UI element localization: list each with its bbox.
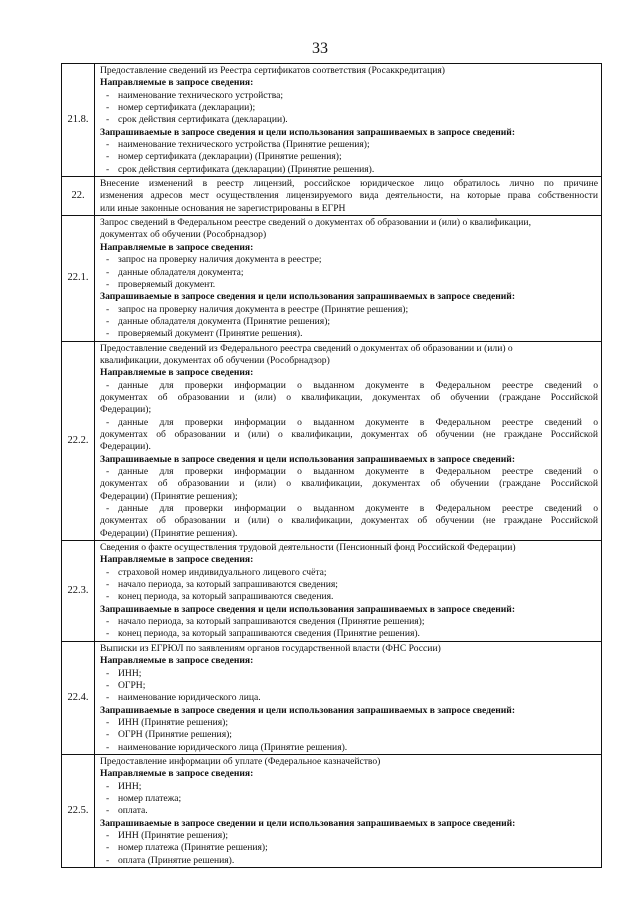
list-dash: -	[106, 692, 110, 704]
row-number: 22.	[62, 177, 95, 216]
sent-item-continuation: Федерации);	[100, 404, 152, 416]
row-content	[95, 754, 602, 867]
requested-item-text: номер платежа (Принятие решения);	[118, 842, 268, 854]
sent-item-text: ИНН;	[118, 780, 142, 792]
row-title: документах об обучении (Рособрнадзор)	[100, 229, 267, 241]
sent-item	[100, 254, 598, 266]
list-dash: -	[106, 792, 110, 804]
requested-item	[100, 316, 598, 328]
requested-item	[100, 139, 598, 151]
requested-item-text: номер сертификата (декларации) (Принятие решения);	[118, 151, 342, 163]
row-title: Предоставление сведений из Федерального реестра сведений о документах об образовании и (или) о	[100, 342, 513, 354]
sent-label: Направляемые в запросе сведения:	[100, 768, 254, 780]
list-dash: -	[106, 416, 110, 428]
sent-item	[100, 692, 598, 704]
row-number: 22.4.	[62, 641, 95, 754]
list-dash: -	[106, 729, 110, 741]
sent-item-text: номер платежа;	[118, 792, 182, 804]
row-number: 21.8.	[62, 64, 95, 177]
requested-item-continuation: Федерации) (Принятие решения);	[100, 490, 238, 502]
row-number: 22.5.	[62, 754, 95, 867]
sent-label: Направляемые в запросе сведения:	[100, 77, 254, 89]
list-dash: -	[106, 854, 110, 866]
list-dash: -	[106, 254, 110, 266]
list-dash: -	[106, 89, 110, 101]
row-title: Предоставление сведений из Реестра сертификатов соответствия (Росаккредитация)	[100, 65, 445, 76]
requested-item-text: данные для проверки информации о выданном документе в Федеральном реестре сведений о	[118, 466, 598, 477]
sent-item	[100, 579, 598, 591]
row-content	[95, 177, 602, 216]
requested-item-text: ОГРН (Принятие решения);	[118, 729, 232, 741]
list-dash: -	[106, 278, 110, 290]
row-number: 22.2.	[62, 341, 95, 541]
sent-item-text: ИНН;	[118, 667, 142, 679]
row-title: Запрос сведений в Федеральном реестре сведений о документах об образовании и (или) о квалификации,	[100, 217, 531, 229]
requested-label: Запрашиваемые в запросе сведения и цели использования запрашиваемых в запросе сведений:	[100, 453, 516, 465]
row-title: Предоставление информации об уплате (Федеральное казначейство)	[100, 755, 381, 767]
list-dash: -	[106, 151, 110, 163]
requested-label: Запрашиваемые в запросе сведения и цели использования запрашиваемых в запросе сведений:	[100, 704, 516, 716]
requested-item-text: данные обладателя документа (Принятие решения);	[118, 315, 331, 327]
row-number: 22.3.	[62, 541, 95, 642]
sent-item-text: данные обладателя документа;	[118, 266, 244, 278]
requested-item	[100, 151, 598, 163]
table-row	[62, 177, 602, 216]
list-dash: -	[106, 628, 110, 640]
requested-label: Запрашиваемые в запросе сведения и цели использования запрашиваемых в запросе сведений:	[100, 603, 516, 615]
requested-label: Запрашиваемые в запросе сведении и цели использования запрашиваемых в запросе сведений:	[100, 817, 516, 829]
row-title: или иные законные основания не зарегистрированы в ЕГРН	[100, 202, 346, 214]
sent-item	[100, 380, 598, 392]
requested-item	[100, 855, 598, 867]
list-dash: -	[106, 466, 110, 477]
list-dash: -	[106, 163, 110, 175]
sent-item-continuation: Федерации).	[100, 441, 151, 453]
row-content	[95, 341, 602, 541]
sent-item-text: ОГРН;	[118, 679, 146, 691]
row-title: Выписки из ЕГРЮЛ по заявлениям органов государственной власти (ФНС России)	[100, 642, 441, 654]
sent-label: Направляемые в запросе сведения:	[100, 655, 254, 667]
row-content	[95, 216, 602, 341]
list-dash: -	[106, 379, 110, 391]
list-dash: -	[106, 667, 110, 679]
sent-item	[100, 668, 598, 680]
requested-item-text: запрос на проверку наличия документа в реестре (Принятие решения);	[118, 303, 409, 315]
sent-item-text: данные для проверки информации о выданном документе в Федеральном реестре сведений о	[118, 379, 598, 391]
list-dash: -	[106, 829, 110, 841]
list-dash: -	[106, 139, 110, 151]
requested-item-text: проверяемый документ (Принятие решения).	[118, 328, 303, 340]
requested-item-text: начало периода, за который запрашиваются сведения (Принятие решения);	[118, 616, 425, 628]
sent-item-text: проверяемый документ.	[118, 278, 216, 290]
requested-item-text: данные для проверки информации о выданном документе в Федеральном реестре сведений о	[118, 503, 598, 515]
requested-item	[100, 842, 598, 854]
sent-item-text: страховой номер индивидуального лицевого счёта;	[118, 566, 327, 578]
sent-item-continuation: документах об образовании и (или) о квалификации, документах об обучении (граждане Российской	[100, 391, 598, 403]
list-dash: -	[106, 679, 110, 691]
table-row	[62, 641, 602, 754]
row-title: Сведения о факте осуществления трудовой деятельности (Пенсионный фонд Российской Федерации)	[100, 542, 516, 554]
row-content	[95, 541, 602, 642]
sent-item	[100, 102, 598, 114]
list-dash: -	[106, 842, 110, 854]
sent-item-text: срок действия сертификата (декларации).	[118, 114, 288, 126]
sent-label: Направляемые в запросе сведения:	[100, 554, 254, 566]
row-content	[95, 64, 602, 177]
sent-label: Направляемые в запросе сведения:	[100, 241, 254, 253]
row-number: 22.1.	[62, 216, 95, 341]
list-dash: -	[106, 716, 110, 728]
requested-item	[100, 616, 598, 628]
sent-item	[100, 793, 598, 805]
sent-item-text: наименование юридического лица.	[118, 692, 261, 704]
requested-item-continuation: Федерации) (Принятие решения).	[100, 527, 238, 539]
sent-item	[100, 279, 598, 291]
list-dash: -	[106, 114, 110, 126]
table-row	[62, 216, 602, 341]
requested-item-text: оплата (Принятие решения).	[118, 854, 235, 866]
requested-item-text: наименование юридического лица (Принятие решения).	[118, 741, 348, 753]
list-dash: -	[106, 315, 110, 327]
sent-item-text: запрос на проверку наличия документа в реестре;	[118, 254, 322, 266]
requested-item	[100, 503, 598, 515]
table-row	[62, 64, 602, 177]
table-row	[62, 754, 602, 867]
page-number: 33	[312, 40, 328, 57]
list-dash: -	[106, 566, 110, 578]
requested-item	[100, 304, 598, 316]
services-table	[61, 63, 602, 868]
requested-item	[100, 742, 598, 754]
sent-label: Направляемые в запросе сведения:	[100, 367, 254, 379]
table-body	[62, 64, 602, 868]
row-title: изменения адресов мест осуществления лицензируемого вида деятельности, на которые права собственности	[100, 190, 598, 202]
sent-item	[100, 680, 598, 692]
sent-item	[100, 591, 598, 603]
sent-item	[100, 417, 598, 429]
list-dash: -	[106, 780, 110, 792]
sent-item-continuation: документах об образовании и (или) о квалификации, документах об обучении (не граждане Российской	[100, 428, 598, 440]
requested-item	[100, 328, 598, 340]
requested-item-text: конец периода, за который запрашиваются сведения (Принятие решения).	[118, 628, 420, 640]
table-row	[62, 541, 602, 642]
list-dash: -	[106, 503, 110, 515]
sent-item-text: данные для проверки информации о выданном документе в Федеральном реестре сведений о	[118, 416, 598, 428]
sent-item-text: оплата.	[118, 805, 148, 817]
requested-item	[100, 164, 598, 176]
requested-item-text: ИНН (Принятие решения);	[118, 829, 229, 841]
requested-item-text: ИНН (Принятие решения);	[118, 716, 229, 728]
sent-item	[100, 267, 598, 279]
list-dash: -	[106, 591, 110, 603]
sent-item	[100, 114, 598, 126]
list-dash: -	[106, 328, 110, 340]
row-title: квалификации, документах об обучении (Рособрнадзор)	[100, 354, 330, 366]
list-dash: -	[106, 579, 110, 591]
list-dash: -	[106, 266, 110, 278]
requested-item-text: срок действия сертификата (декларации) (Принятие решения).	[118, 163, 375, 175]
list-dash: -	[106, 102, 110, 114]
list-dash: -	[106, 805, 110, 817]
list-dash: -	[106, 741, 110, 753]
list-dash: -	[106, 616, 110, 628]
sent-item	[100, 90, 598, 102]
sent-item-text: наименование технического устройства;	[118, 89, 284, 101]
requested-item	[100, 466, 598, 478]
requested-item-continuation: документах об образовании и (или) о квалификации, документах об обучении (граждане Российской	[100, 478, 598, 490]
list-dash: -	[106, 303, 110, 315]
sent-item-text: конец периода, за который запрашиваются сведения.	[118, 591, 334, 603]
table-row	[62, 341, 602, 541]
requested-item	[100, 830, 598, 842]
requested-label: Запрашиваемые в запросе сведения и цели использования запрашиваемых в запросе сведений:	[100, 126, 516, 138]
sent-item	[100, 805, 598, 817]
requested-item	[100, 628, 598, 640]
requested-label: Запрашиваемые в запросе сведения и цели использования запрашиваемых в запросе сведений:	[100, 291, 516, 303]
sent-item	[100, 781, 598, 793]
requested-item	[100, 729, 598, 741]
requested-item	[100, 717, 598, 729]
sent-item	[100, 567, 598, 579]
row-title: Внесение изменений в реестр лицензий, российское юридическое лицо обратилось лично по причине	[100, 178, 598, 190]
row-content	[95, 641, 602, 754]
requested-item-text: наименование технического устройства (Принятие решения);	[118, 139, 370, 151]
sent-item-text: начало периода, за который запрашиваются сведения;	[118, 579, 338, 591]
sent-item-text: номер сертификата (декларации);	[118, 102, 256, 114]
requested-item-continuation: документах об образовании и (или) о квалификации, документах об обучении (не граждане Российской	[100, 515, 598, 527]
